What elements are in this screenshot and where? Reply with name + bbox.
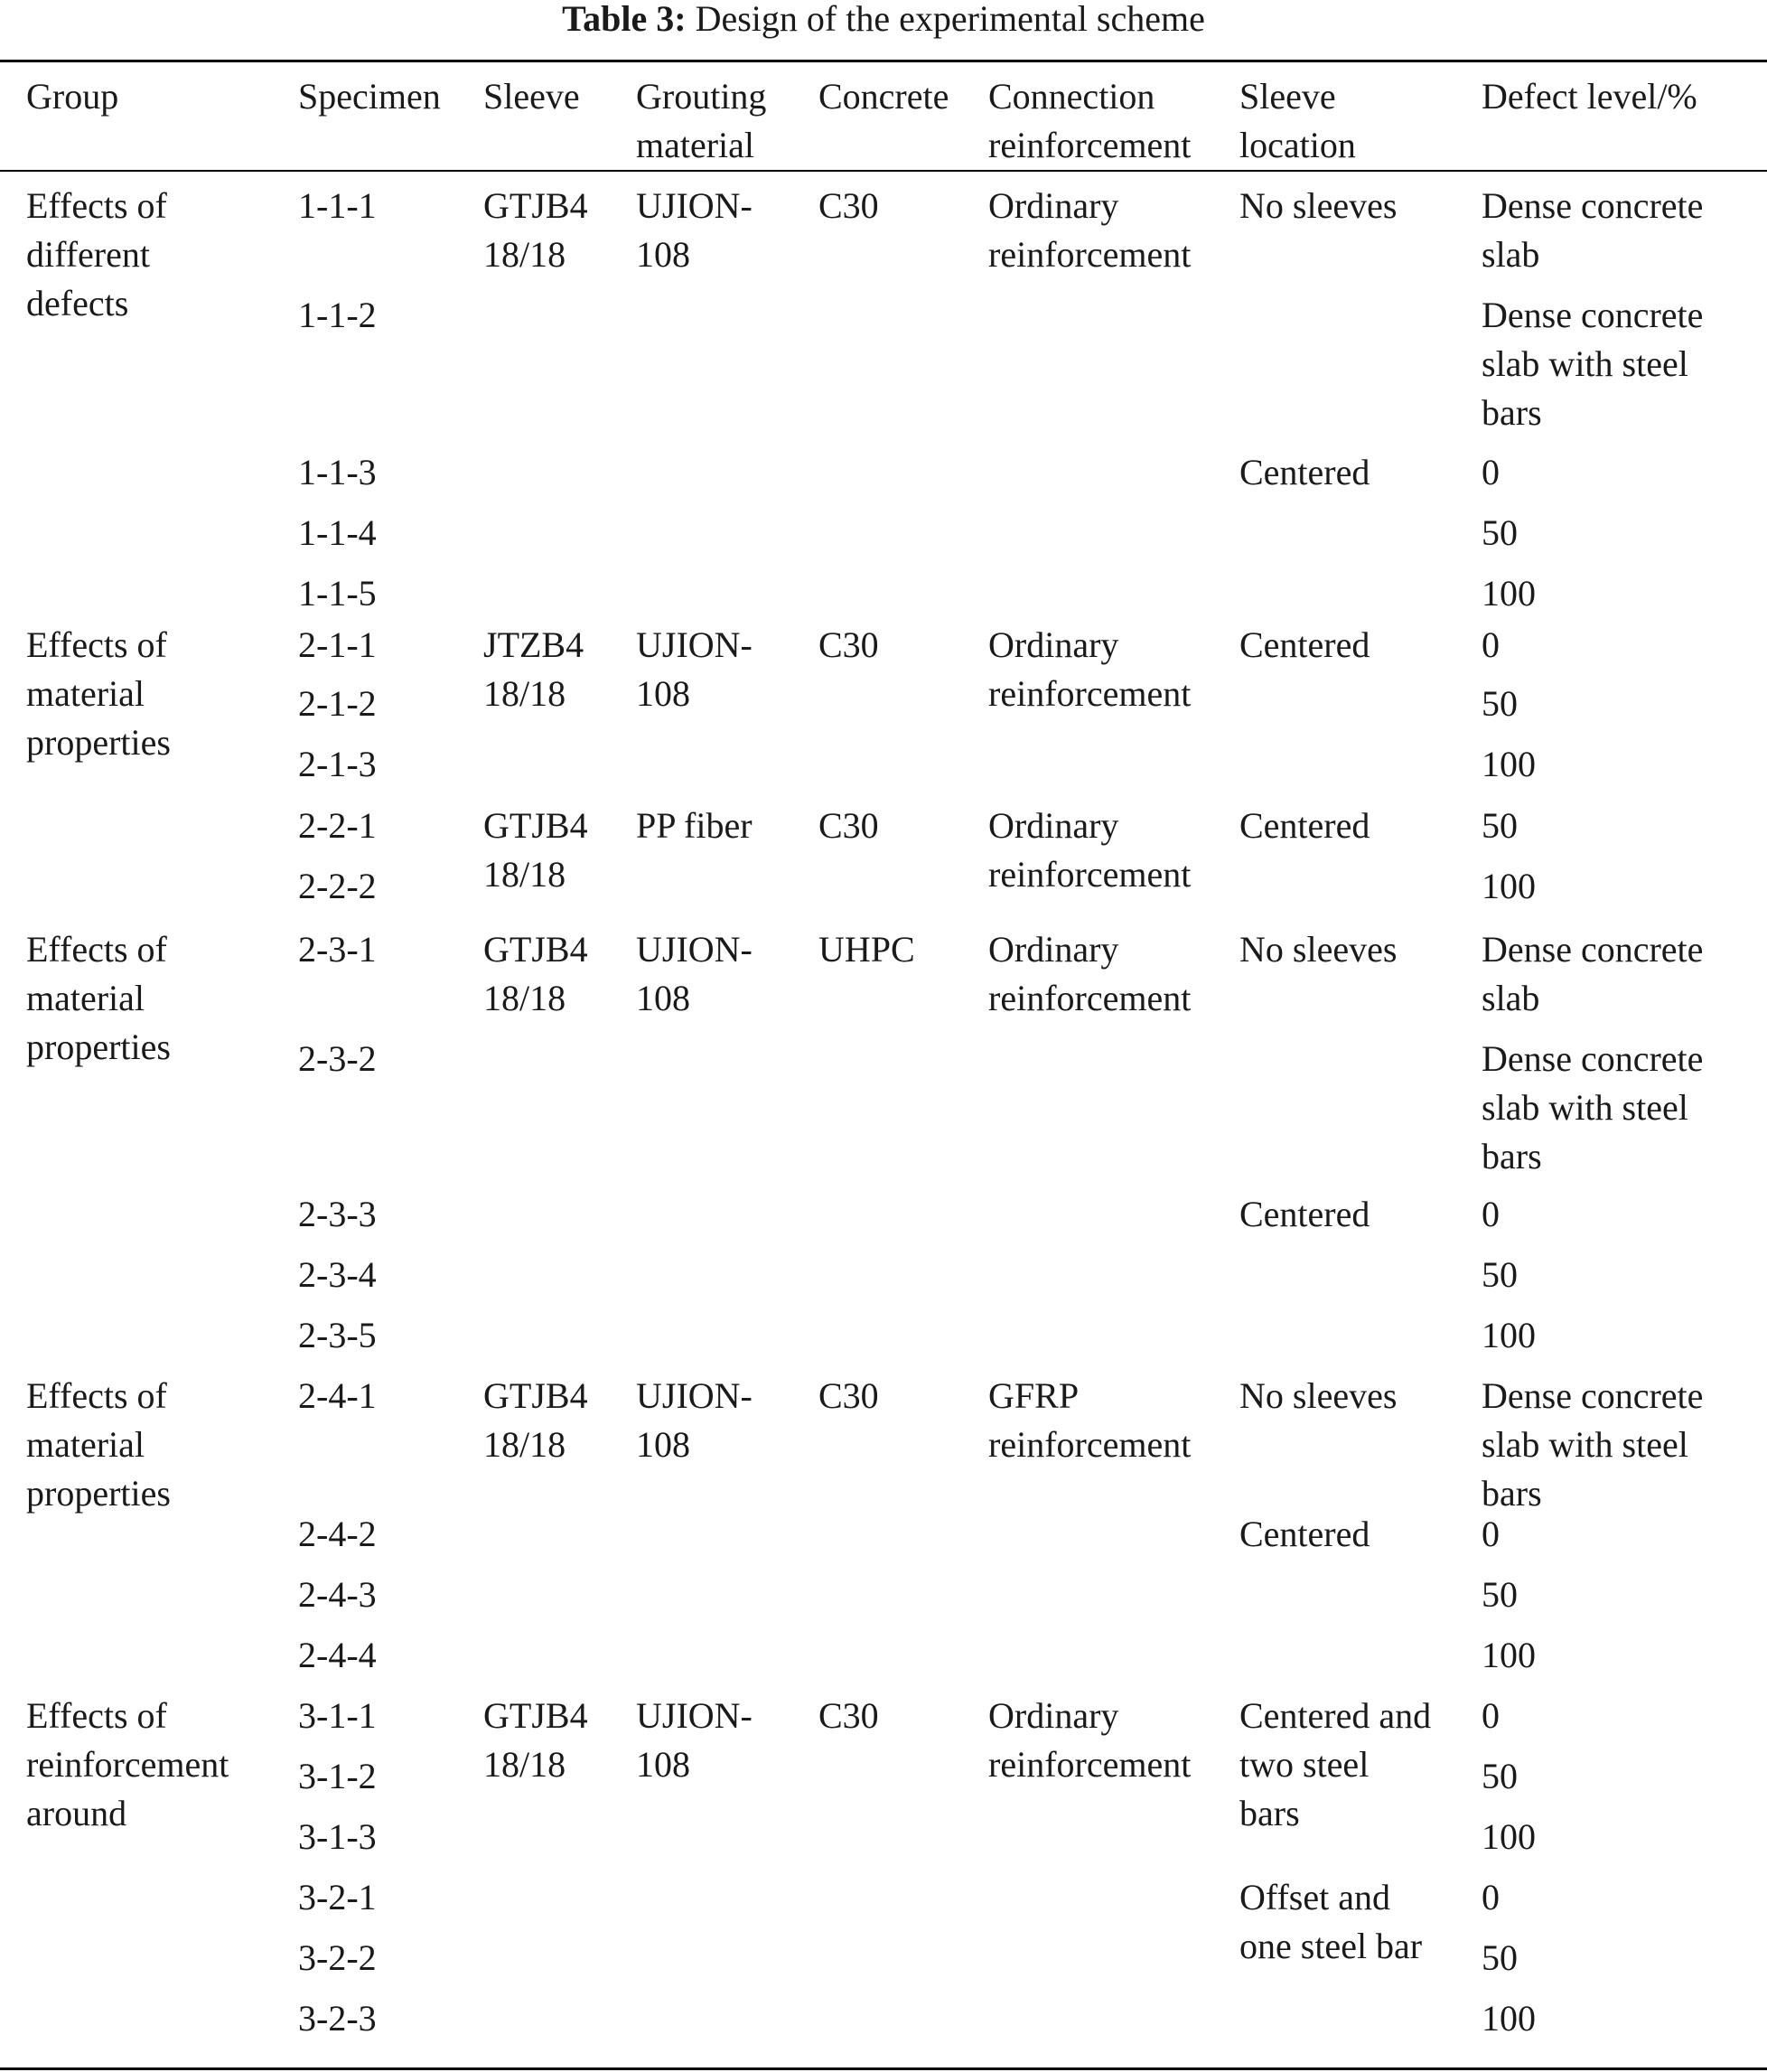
column-header-concrete [818, 72, 949, 121]
cell-specimen-line: 2-4-1 [298, 1375, 377, 1416]
column-header-grouting-line: Grouting [636, 76, 767, 117]
cell-specimen-line: 1-1-5 [298, 573, 377, 614]
cell-defect-line: 100 [1482, 1998, 1536, 2039]
cell-defect [1482, 1311, 1536, 1360]
cell-sleeve-line: GTJB4 [483, 805, 588, 846]
cell-defect-line: 50 [1482, 805, 1518, 846]
cell-specimen-line: 1-1-1 [298, 185, 377, 226]
cell-grouting [636, 802, 753, 850]
cell-location-line: Centered [1239, 805, 1370, 846]
cell-defect-line: 50 [1482, 1937, 1518, 1978]
cell-location-line: No sleeves [1239, 185, 1398, 226]
cell-specimen [298, 925, 377, 974]
cell-group [26, 182, 167, 328]
cell-defect-line: 100 [1482, 1315, 1536, 1355]
column-header-group [26, 72, 118, 121]
cell-defect [1482, 1570, 1518, 1619]
cell-group-line: different [26, 234, 150, 275]
cell-defect [1482, 1510, 1500, 1559]
cell-defect [1482, 925, 1703, 1023]
cell-location [1239, 1372, 1397, 1420]
cell-group-line: Effects of [26, 185, 167, 226]
cell-specimen [298, 509, 377, 558]
cell-specimen-line: 1-1-4 [298, 512, 377, 553]
cell-specimen-line: 1-1-3 [298, 452, 377, 492]
cell-specimen-line: 2-4-3 [298, 1574, 377, 1615]
cell-specimen-line: 2-4-4 [298, 1635, 377, 1675]
cell-location-line: one steel bar [1239, 1926, 1423, 1966]
column-header-grouting-line: material [636, 125, 755, 165]
cell-group-line: Effects of [26, 1695, 167, 1736]
column-header-connection-line: Connection [988, 76, 1155, 117]
cell-specimen-line: 2-3-3 [298, 1194, 377, 1234]
cell-connection-line: reinforcement [988, 1744, 1192, 1785]
cell-defect [1482, 1813, 1536, 1861]
cell-location [1239, 1510, 1370, 1559]
cell-defect [1482, 1752, 1518, 1801]
cell-sleeve-line: GTJB4 [483, 185, 588, 226]
cell-grouting-line: 108 [636, 978, 690, 1018]
cell-specimen [298, 1372, 377, 1420]
cell-specimen [298, 291, 377, 340]
cell-specimen [298, 1510, 377, 1559]
cell-defect-line: 50 [1482, 1254, 1518, 1295]
cell-defect [1482, 740, 1536, 789]
cell-connection [988, 621, 1191, 718]
cell-defect [1482, 1934, 1518, 1983]
cell-specimen-line: 2-2-1 [298, 805, 377, 846]
table-label: Table 3: [562, 0, 687, 39]
cell-connection-line: Ordinary [988, 624, 1119, 665]
cell-connection-line: reinforcement [988, 854, 1192, 895]
cell-specimen [298, 1190, 377, 1239]
cell-group-line: properties [26, 1473, 171, 1514]
cell-location-line: Centered and [1239, 1695, 1432, 1736]
cell-specimen-line: 3-1-2 [298, 1756, 377, 1796]
cell-location [1239, 182, 1397, 230]
cell-specimen-line: 2-1-3 [298, 744, 377, 784]
cell-group-line: around [26, 1793, 127, 1833]
cell-group-line: properties [26, 722, 171, 763]
cell-connection [988, 802, 1191, 899]
cell-concrete [818, 1692, 879, 1740]
column-header-location-line: location [1239, 125, 1356, 165]
cell-defect [1482, 1692, 1500, 1740]
cell-specimen-line: 2-2-2 [298, 866, 377, 906]
cell-sleeve [483, 925, 588, 1023]
cell-location-line: No sleeves [1239, 929, 1398, 970]
cell-grouting [636, 1372, 753, 1469]
cell-defect-line: 50 [1482, 683, 1518, 724]
cell-group-line: Effects of [26, 1375, 167, 1416]
cell-defect-line: 0 [1482, 1877, 1500, 1917]
cell-location [1239, 1190, 1370, 1239]
table-top-rule [0, 60, 1767, 62]
cell-grouting [636, 182, 753, 279]
cell-defect-line: 100 [1482, 744, 1536, 784]
cell-connection-line: reinforcement [988, 978, 1192, 1018]
cell-defect [1482, 569, 1536, 618]
cell-grouting-line: UJION- [636, 1695, 753, 1736]
cell-defect [1482, 182, 1703, 279]
cell-concrete [818, 802, 879, 850]
cell-defect-line: 50 [1482, 512, 1518, 553]
cell-sleeve [483, 182, 588, 279]
cell-specimen [298, 1311, 377, 1360]
cell-location [1239, 448, 1370, 497]
cell-defect-line: 100 [1482, 1635, 1536, 1675]
column-header-location-line: Sleeve [1239, 76, 1336, 117]
cell-group-line: material [26, 1424, 145, 1465]
cell-sleeve-line: 18/18 [483, 978, 566, 1018]
cell-location-line: bars [1239, 1793, 1300, 1833]
cell-connection [988, 182, 1191, 279]
cell-grouting-line: UJION- [636, 929, 753, 970]
column-header-sleeve [483, 72, 580, 121]
cell-defect-line: Dense concrete [1482, 929, 1704, 970]
cell-defect [1482, 1190, 1500, 1239]
cell-grouting-line: UJION- [636, 624, 753, 665]
table-header-rule [0, 170, 1767, 172]
cell-location-line: Centered [1239, 1194, 1370, 1234]
column-header-connection-line: reinforcement [988, 125, 1192, 165]
cell-sleeve-line: 18/18 [483, 1424, 566, 1465]
cell-defect-line: 50 [1482, 1756, 1518, 1796]
cell-defect-line: slab [1482, 234, 1540, 275]
cell-defect-line: bars [1482, 1473, 1542, 1514]
cell-sleeve [483, 1372, 588, 1469]
table-caption [0, 0, 1767, 40]
cell-defect-line: slab with steel [1482, 343, 1688, 384]
cell-concrete-line: C30 [818, 1695, 879, 1736]
cell-defect [1482, 509, 1518, 558]
cell-defect-line: 100 [1482, 573, 1536, 614]
cell-defect-line: Dense concrete [1482, 295, 1704, 335]
cell-defect-line: 0 [1482, 1194, 1500, 1234]
cell-location [1239, 802, 1370, 850]
cell-defect-line: 0 [1482, 1695, 1500, 1736]
column-header-sleeve-line: Sleeve [483, 76, 580, 117]
cell-connection-line: GFRP [988, 1375, 1080, 1416]
cell-specimen [298, 1813, 377, 1861]
cell-concrete-line: UHPC [818, 929, 915, 970]
cell-concrete-line: C30 [818, 624, 879, 665]
cell-grouting-line: PP fiber [636, 805, 753, 846]
cell-defect-line: 0 [1482, 1514, 1500, 1554]
cell-specimen [298, 802, 377, 850]
cell-defect [1482, 1035, 1703, 1181]
cell-group-line: Effects of [26, 929, 167, 970]
column-header-location [1239, 72, 1356, 170]
cell-specimen-line: 2-3-2 [298, 1038, 377, 1079]
cell-location [1239, 621, 1370, 670]
cell-defect-line: Dense concrete [1482, 1375, 1704, 1416]
cell-sleeve-line: 18/18 [483, 854, 566, 895]
cell-specimen [298, 1934, 377, 1983]
cell-concrete [818, 1372, 879, 1420]
cell-location-line: Centered [1239, 1514, 1370, 1554]
cell-group [26, 1692, 229, 1838]
cell-specimen [298, 680, 377, 728]
column-header-specimen [298, 72, 441, 121]
cell-specimen-line: 2-1-2 [298, 683, 377, 724]
cell-specimen-line: 3-2-2 [298, 1937, 377, 1978]
cell-grouting-line: 108 [636, 1744, 690, 1785]
column-header-grouting [636, 72, 766, 170]
cell-specimen [298, 1631, 377, 1680]
cell-sleeve [483, 1692, 588, 1789]
cell-group-line: material [26, 978, 145, 1018]
cell-connection [988, 1692, 1191, 1789]
cell-grouting-line: 108 [636, 673, 690, 714]
cell-specimen [298, 621, 377, 670]
cell-location-line: No sleeves [1239, 1375, 1398, 1416]
cell-specimen [298, 569, 377, 618]
cell-defect [1482, 1372, 1703, 1518]
cell-location-line: Centered [1239, 624, 1370, 665]
cell-defect [1482, 1873, 1500, 1922]
cell-connection-line: Ordinary [988, 1695, 1119, 1736]
cell-grouting-line: 108 [636, 1424, 690, 1465]
cell-connection-line: reinforcement [988, 673, 1192, 714]
cell-specimen [298, 1873, 377, 1922]
cell-defect [1482, 802, 1518, 850]
table-bottom-rule [0, 2067, 1767, 2070]
column-header-connection [988, 72, 1191, 170]
cell-sleeve-line: 18/18 [483, 234, 566, 275]
cell-defect-line: 100 [1482, 866, 1536, 906]
cell-group [26, 925, 171, 1072]
cell-group [26, 1372, 171, 1518]
cell-specimen [298, 448, 377, 497]
cell-grouting [636, 621, 753, 718]
cell-connection-line: Ordinary [988, 929, 1119, 970]
cell-location [1239, 925, 1397, 974]
cell-specimen-line: 1-1-2 [298, 295, 377, 335]
table-title: Design of the experimental scheme [695, 0, 1205, 39]
column-header-group-line: Group [26, 76, 119, 117]
cell-location [1239, 1692, 1431, 1838]
cell-defect-line: slab [1482, 978, 1540, 1018]
cell-defect-line: bars [1482, 392, 1542, 433]
cell-specimen-line: 3-1-3 [298, 1816, 377, 1857]
cell-concrete [818, 925, 915, 974]
cell-sleeve-line: 18/18 [483, 673, 566, 714]
cell-specimen [298, 1752, 377, 1801]
cell-group-line: Effects of [26, 624, 167, 665]
cell-location-line: Centered [1239, 452, 1370, 492]
cell-defect-line: slab with steel [1482, 1424, 1688, 1465]
cell-defect-line: 50 [1482, 1574, 1518, 1615]
cell-sleeve-line: GTJB4 [483, 929, 588, 970]
cell-specimen-line: 2-3-5 [298, 1315, 377, 1355]
cell-group-line: defects [26, 283, 129, 323]
cell-concrete-line: C30 [818, 1375, 879, 1416]
cell-defect [1482, 1994, 1536, 2043]
cell-group-line: material [26, 673, 145, 714]
column-header-defect-line: Defect level/% [1482, 76, 1697, 117]
cell-sleeve-line: GTJB4 [483, 1375, 588, 1416]
column-header-concrete-line: Concrete [818, 76, 949, 117]
cell-defect-line: 0 [1482, 452, 1500, 492]
cell-concrete [818, 621, 879, 670]
cell-grouting [636, 1692, 753, 1789]
cell-defect [1482, 291, 1703, 437]
cell-specimen-line: 3-2-3 [298, 1998, 377, 2039]
cell-specimen [298, 1692, 377, 1740]
cell-sleeve [483, 802, 588, 899]
cell-concrete [818, 182, 879, 230]
cell-connection [988, 925, 1191, 1023]
cell-specimen-line: 2-3-1 [298, 929, 377, 970]
cell-grouting-line: UJION- [636, 1375, 753, 1416]
cell-specimen [298, 1251, 377, 1299]
cell-defect-line: slab with steel [1482, 1087, 1688, 1128]
cell-group [26, 621, 171, 767]
column-header-defect [1482, 72, 1697, 121]
cell-location-line: Offset and [1239, 1877, 1390, 1917]
cell-concrete-line: C30 [818, 185, 879, 226]
cell-defect-line: 0 [1482, 624, 1500, 665]
column-header-specimen-line: Specimen [298, 76, 441, 117]
cell-defect-line: 100 [1482, 1816, 1536, 1857]
cell-concrete-line: C30 [818, 805, 879, 846]
cell-defect [1482, 680, 1518, 728]
cell-location [1239, 1873, 1422, 1971]
cell-defect [1482, 1631, 1536, 1680]
cell-location-line: two steel [1239, 1744, 1370, 1785]
cell-defect-line: Dense concrete [1482, 1038, 1704, 1079]
cell-connection-line: reinforcement [988, 234, 1192, 275]
cell-sleeve-line: JTZB4 [483, 624, 584, 665]
cell-sleeve-line: 18/18 [483, 1744, 566, 1785]
cell-connection-line: reinforcement [988, 1424, 1192, 1465]
cell-specimen [298, 740, 377, 789]
cell-specimen [298, 862, 377, 911]
cell-specimen [298, 1570, 377, 1619]
cell-connection [988, 1372, 1191, 1469]
cell-specimen [298, 182, 377, 230]
cell-specimen [298, 1994, 377, 2043]
cell-group-line: reinforcement [26, 1744, 229, 1785]
cell-defect [1482, 1251, 1518, 1299]
cell-grouting-line: 108 [636, 234, 690, 275]
cell-specimen-line: 3-2-1 [298, 1877, 377, 1917]
cell-sleeve-line: GTJB4 [483, 1695, 588, 1736]
cell-grouting-line: UJION- [636, 185, 753, 226]
cell-group-line: properties [26, 1027, 171, 1067]
cell-connection-line: Ordinary [988, 185, 1119, 226]
cell-specimen [298, 1035, 377, 1083]
cell-defect [1482, 862, 1536, 911]
cell-specimen-line: 2-1-1 [298, 624, 377, 665]
cell-defect [1482, 621, 1500, 670]
cell-specimen-line: 2-3-4 [298, 1254, 377, 1295]
cell-specimen-line: 2-4-2 [298, 1514, 377, 1554]
cell-specimen-line: 3-1-1 [298, 1695, 377, 1736]
cell-defect-line: Dense concrete [1482, 185, 1704, 226]
cell-defect [1482, 448, 1500, 497]
cell-sleeve [483, 621, 584, 718]
cell-grouting [636, 925, 753, 1023]
cell-connection-line: Ordinary [988, 805, 1119, 846]
cell-defect-line: bars [1482, 1136, 1542, 1177]
